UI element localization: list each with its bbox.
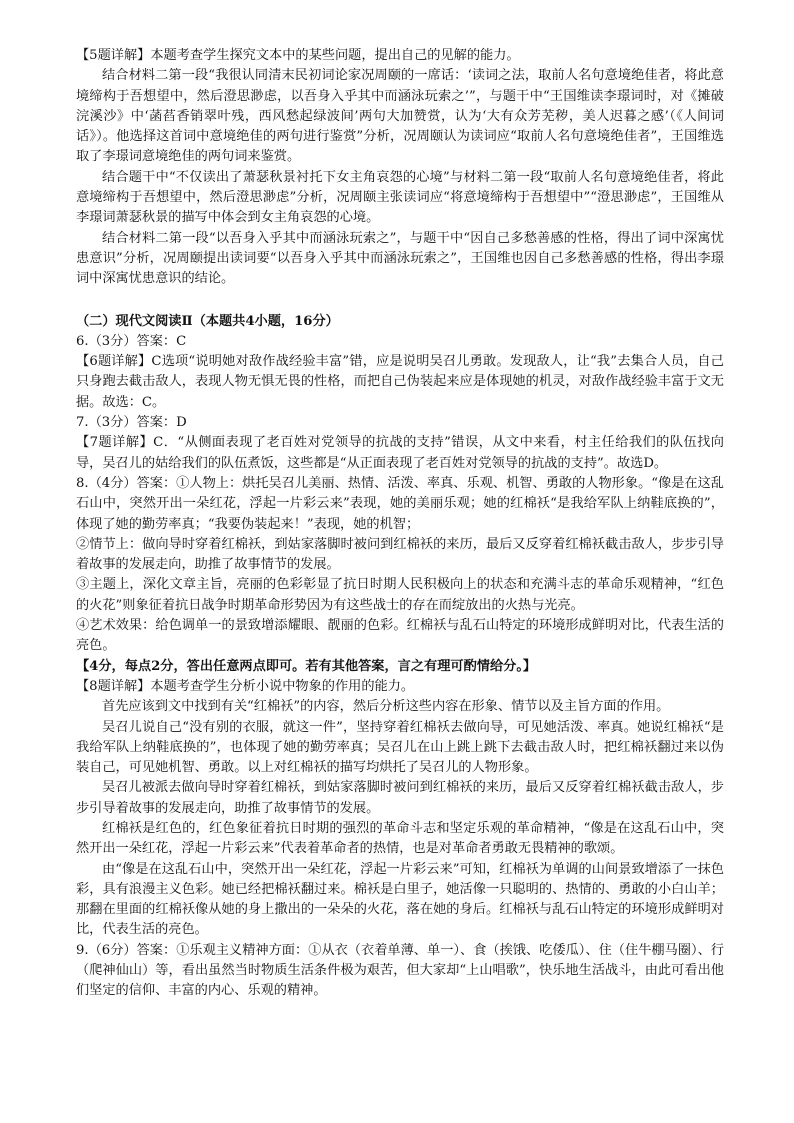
q5-detail-heading: 【5题详解】本题考查学生探究文本中的某些问题，提出自己的见解的能力。 (76, 48, 520, 63)
q5-analysis-para-2: 结合题干中“不仅读出了萧瑟秋景衬托下女主角哀怨的心境”与材料二第一段“取前人名句意境绝佳者，将此意境缔构于吾想望中，然后澄思渺虑”分析，况周颐主张读词应“将意境缔构于吾想望中”“澄思渺虑”，王国维从李璟词萧瑟秋景的描写中体会到女主角哀怨的心境。 (76, 169, 724, 226)
q5-analysis-para-3: 结合材料二第一段“以吾身入乎其中而涵泳玩索之”，与题干中“因自己多愁善感的性格，得出了词中深寓忧患意识”分析，况周颐提出读词要“以吾身入乎其中而涵泳玩索之”，王国维也因自己多愁善感的性格，得出李璟词中深寓忧患意识的结论。 (76, 230, 724, 287)
q8-analysis-para-5: 由“像是在这乱石山中，突然开出一朵红花，浮起一片彩云来”可知，红棉袄为单调的山间景致增添了一抹色彩，具有浪漫主义色彩。她已经把棉袄翻过来。棉袄是白里子，她活像一只聪明的、热情的、勇敢的小白山羊；那翻在里面的红棉袄像从她的身上撒出的一朵朵的火花，落在她的身后。红棉袄与乱石山特定的环境形成鲜明对比，代表生活的亮色。 (76, 861, 724, 938)
q5-analysis-para-1: 结合材料二第一段“我很认同清末民初词论家况周颐的一席话：‘读词之法，取前人名句意境绝佳者，将此意境缔构于吾想望中，然后澄思渺虑，以吾身入乎其中而涵泳玩索之’”，与题干中“王国维读李璟词时，对《摊破浣溪沙》中‘菡萏香销翠叶残，西风愁起绿波间’两句大加赞赏，认为‘大有众芳芜秽，美人迟暮之感’（《人间词话》）。他选择这首词中意境绝佳的两句进行鉴赏”分析，况周颐认为读词应“取前人名句意境绝佳者”，王国维选取了李璟词意境绝佳的两句词来鉴赏。 (76, 68, 724, 165)
q9-answer: 9.（6分）答案：①乐观主义精神方面：①从衣（衣着单薄、单一）、食（挨饿、吃倭瓜）、住（住牛棚马圈）、行（爬神仙山）等，看出虽然当时物质生活条件极为艰苦，但大家却“上山唱歌”，快乐地生活战斗，由此可看出他们坚定的信仰、丰富的内心、乐观的精神。 (76, 942, 724, 999)
q8-analysis-para-2: 吴召儿说自己“没有别的衣服，就这一件”，坚持穿着红棉袄去做向导，可见她活泼、率真。她说红棉袄“是我给军队上纳鞋底换的”，也体现了她的勤劳率真；吴召儿在山上跳上跳下去截击敌人时，把红棉袄翻过来以伪装自己，可见她机智、勇敢。以上对红棉袄的描写均烘托了吴召儿的人物形象。 (76, 719, 724, 776)
q8-answer-point-1: 8.（4分）答案：①人物上：烘托吴召儿美丽、热情、活泼、率真、乐观、机智、勇敢的人物形象。“像是在这乱石山中，突然开出一朵红花，浮起一片彩云来”表现，她的美丽乐观；她的红棉袄“是我给军队上纳鞋底换的”，体现了她的勤劳率真；“我要伪装起来！”表现，她的机智； (76, 475, 724, 532)
q7-detail: 【7题详解】C．“从侧面表现了老百姓对党领导的抗战的支持”错误，从文中来看，村主任给我们的队伍找向导，吴召儿的姑给我们的队伍煮饭，这些都是“从正面表现了老百姓对党领导的抗战的支持”。故选D。 (76, 435, 724, 471)
q8-answer-point-3: ③主题上，深化文章主旨，亮丽的色彩彰显了抗日时期人民积极向上的状态和充满斗志的革命乐观精神，“红色的火花”则象征着抗日战争时期革命形势因为有这些战士的存在而绽放出的火热与光亮。 (76, 577, 724, 613)
q8-analysis-para-1: 首先应该到文中找到有关“红棉袄”的内容，然后分析这些内容在形象、情节以及主旨方面的作用。 (102, 699, 670, 715)
q8-detail-heading: 【8题详解】本题考查学生分析小说中物象的作用的能力。 (76, 678, 415, 694)
section-heading-modern-reading-2: （二）现代文阅读Ⅱ（本题共4小题，16分） (76, 313, 339, 329)
q8-scoring-note: 【4分，每点2分，答出任意两点即可。若有其他答案，言之有理可酌情给分。】 (76, 658, 537, 674)
q6-detail: 【6题详解】C选项“说明她对敌作战经验丰富”错，应是说明吴召儿勇敢。发现敌人，让“我”去集合人员，自己只身跑去截击敌人，表现人物无惧无畏的性格，而把自己伪装起来应是体现她的机灵，对敌作战经验丰富于文无据。故选：C。 (76, 354, 724, 410)
q6-answer: 6.（3分）答案：C (76, 333, 187, 349)
q8-answer-point-4: ④艺术效果：给色调单一的景致增添耀眼、靓丽的色彩。红棉袄与乱石山特定的环境形成鲜明对比，代表生活的亮色。 (76, 618, 724, 654)
q7-answer: 7.（3分）答案：D (76, 415, 187, 431)
document-page (76, 46, 724, 1002)
q8-analysis-para-4: 红棉袄是红色的，红色象征着抗日时期的强烈的革命斗志和坚定乐观的革命精神，“像是在这乱石山中，突然开出一朵红花，浮起一片彩云来”代表着革命者的热情，也是对革命者勇敢无畏精神的歌颂。 (76, 820, 724, 857)
section-gap (76, 290, 724, 312)
q8-analysis-para-3: 吴召儿被派去做向导时穿着红棉袄，到姑家落脚时被问到红棉袄的来历，最后又反穿着红棉袄截击敌人，步步引导着故事的发展走向，助推了故事情节的发展。 (76, 780, 724, 816)
q8-answer-point-2: ②情节上：做向导时穿着红棉袄，到姑家落脚时被问到红棉袄的来历，最后又反穿着红棉袄截击敌人，步步引导着故事的发展走向，助推了故事情节的发展。 (76, 536, 724, 573)
